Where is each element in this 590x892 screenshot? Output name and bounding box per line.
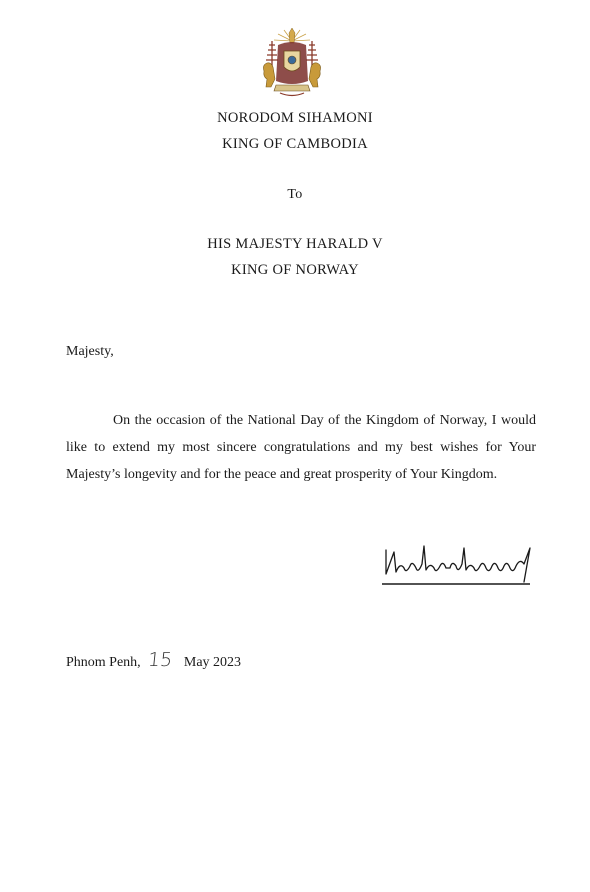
place-and-date <box>66 649 241 671</box>
to-label: To <box>287 187 303 202</box>
sender-name: NORODOM SIHAMONI <box>217 110 373 126</box>
place: Phnom Penh, <box>66 655 141 670</box>
handwritten-signature-icon <box>380 540 540 590</box>
month-year: May 2023 <box>183 655 242 670</box>
letter-body: On the occasion of the National Day of the Kingdom of Norway, I would like to extend my most sincere congratulations and my best wishes for Your Majesty’s longevity and for the peace and great prosperity of Your Kingdom. <box>66 413 536 482</box>
salutation: Majesty, <box>66 344 114 359</box>
recipient-title: KING OF NORWAY <box>231 262 359 278</box>
royal-arms-of-cambodia-icon <box>258 27 326 99</box>
recipient-name: HIS MAJESTY HARALD V <box>207 236 383 252</box>
handwritten-day: 15 <box>147 649 174 671</box>
sender-title: KING OF CAMBODIA <box>222 136 368 152</box>
